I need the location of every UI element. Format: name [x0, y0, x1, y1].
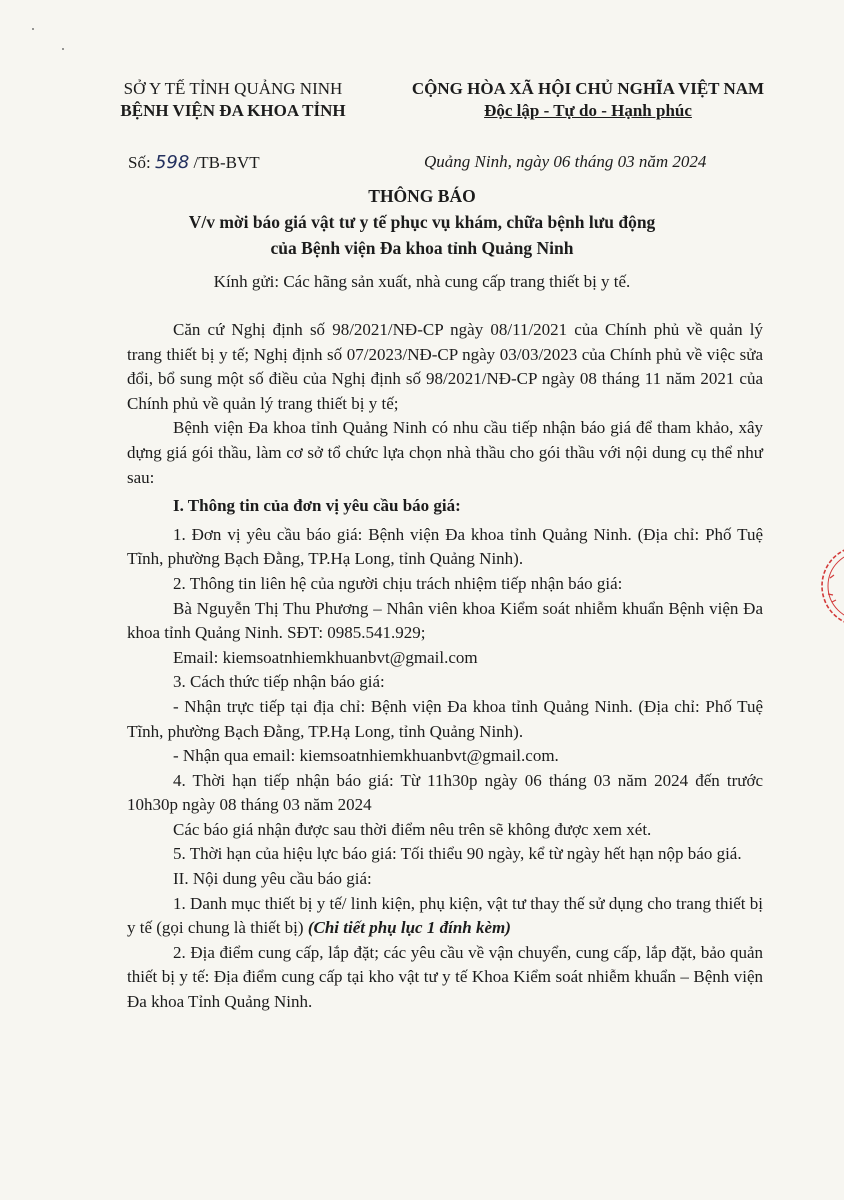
national-motto: Độc lập - Tự do - Hạnh phúc	[484, 101, 692, 120]
document-body	[127, 318, 763, 1015]
issuer-name: BỆNH VIỆN ĐA KHOA TỈNH	[120, 101, 346, 120]
paragraph-legal-basis: Căn cứ Nghị định số 98/2021/NĐ-CP ngày 08/11/2021 của Chính phủ về quản lý trang thiết bị y tế; Nghị định số 07/2023/NĐ-CP ngày 03/03/2023 của Chính phủ về việc sửa đổi, bổ sung một số điều của Nghị định số 98/2021/NĐ-CP ngày 08 tháng 11 năm 2021 của Chính phủ về quản lý trang thiết bị y tế;	[127, 320, 763, 413]
paragraph-deadline: 4. Thời hạn tiếp nhận báo giá: Từ 11h30p ngày 06 tháng 03 năm 2024 đến trước 10h30p ngày 08 tháng 03 năm 2024	[127, 770, 763, 815]
paragraph-receipt-method: 3. Cách thức tiếp nhận báo giá:	[173, 672, 385, 692]
handwritten-number: 598	[154, 152, 190, 173]
number-suffix: /TB-BVT	[193, 153, 260, 172]
paragraph-delivery-location: 2. Địa điểm cung cấp, lắp đặt; các yêu cầu về vận chuyển, cung cấp, lắp đặt, bảo quản thiết bị y tế: Địa điểm cung cấp tại kho vật tư y tế Khoa Kiểm soát nhiễm khuẩn – Bệnh viện Đa khoa Tỉnh Quảng Ninh.	[127, 942, 763, 1012]
paragraph-catalog	[127, 892, 763, 941]
national-header	[388, 78, 788, 122]
red-seal-stamp	[816, 536, 844, 636]
issuer-parent: SỞ Y TẾ TỈNH QUẢNG NINH	[123, 79, 343, 98]
document-date: Quảng Ninh, ngày 06 tháng 03 năm 2024	[424, 152, 707, 171]
section-heading-1: I. Thông tin của đơn vị yêu cầu báo giá:	[173, 496, 461, 516]
number-label: Số:	[128, 153, 151, 172]
paragraph-contact-email: Email: kiemsoatnhiemkhuanbvt@gmail.com	[173, 647, 478, 667]
section-heading-2: II. Nội dung yêu cầu báo giá:	[173, 869, 372, 889]
paragraph-contact-heading: 2. Thông tin liên hệ của người chịu trách nhiệm tiếp nhận báo giá:	[173, 573, 623, 593]
paragraph-validity: 5. Thời hạn của hiệu lực báo giá: Tối thiểu 90 ngày, kể từ ngày hết hạn nộp báo giá.	[173, 844, 742, 864]
paragraph-contact-person: Bà Nguyễn Thị Thu Phương – Nhân viên khoa Kiểm soát nhiễm khuẩn Bệnh viện Đa khoa tỉnh Quảng Ninh. SĐT: 0985.541.929;	[127, 598, 763, 643]
document-title: THÔNG BÁO	[368, 186, 476, 206]
document-subject-line1: V/v mời báo giá vật tư y tế phục vụ khám, chữa bệnh lưu động	[188, 212, 656, 232]
recipient-line: Kính gửi: Các hãng sản xuất, nhà cung cấp trang thiết bị y tế.	[213, 272, 631, 291]
paragraph-receipt-direct: - Nhận trực tiếp tại địa chỉ: Bệnh viện Đa khoa tỉnh Quảng Ninh. (Địa chỉ: Phố Tuệ Tĩnh, phường Bạch Đằng, TP.Hạ Long, tỉnh Quảng Ninh).	[127, 696, 763, 741]
paragraph-receipt-email: - Nhận qua email: kiemsoatnhiemkhuanbvt@gmail.com.	[173, 746, 559, 766]
issuer-header	[98, 78, 368, 122]
paragraph-purpose: Bệnh viện Đa khoa tỉnh Quảng Ninh có nhu cầu tiếp nhận báo giá để tham khảo, xây dựng giá gói thầu, làm cơ sở tổ chức lựa chọn nhà thầu cho gói thầu với nội dung cụ thể như sau:	[127, 418, 763, 487]
catalog-reference: (Chi tiết phụ lục 1 đính kèm)	[307, 918, 511, 938]
paragraph-requesting-unit: 1. Đơn vị yêu cầu báo giá: Bệnh viện Đa khoa tỉnh Quảng Ninh. (Địa chỉ: Phố Tuệ Tĩnh, phường Bạch Đằng, TP.Hạ Long, tỉnh Quảng Ninh).	[127, 524, 763, 569]
scan-speck	[62, 48, 64, 50]
scan-speck	[32, 28, 34, 30]
document-subject-line2: của Bệnh viện Đa khoa tỉnh Quảng Ninh	[270, 238, 574, 258]
paragraph-late-notice: Các báo giá nhận được sau thời điểm nêu trên sẽ không được xem xét.	[173, 819, 652, 839]
national-title: CỘNG HÒA XÃ HỘI CHỦ NGHĨA VIỆT NAM	[411, 79, 765, 98]
catalog-text: 1. Danh mục thiết bị y tế/ linh kiện, phụ kiện, vật tư thay thế sử dụng cho trang thiết bị y tế (gọi chung là thiết bị)	[127, 893, 763, 938]
document-number	[128, 152, 260, 173]
